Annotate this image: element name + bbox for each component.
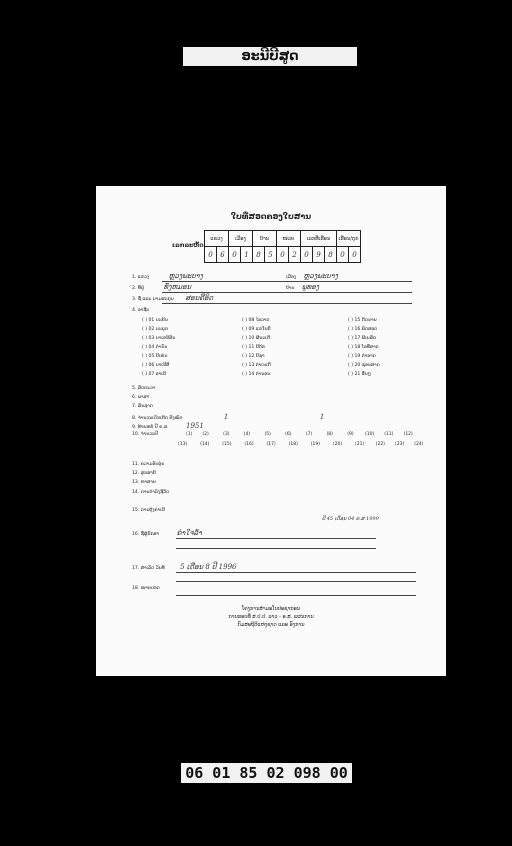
field-17: 17. ສຳເລັດ ວັນທີ 5 ເດືອນ 8 ປີ 1996 (132, 563, 237, 571)
code-header: ໜ່ວຍ (277, 231, 301, 247)
name-value: ສອນຄືອິດ (185, 294, 214, 302)
occupation-col-3: ( ) 15 ກິດນາຍ ( ) 16 ພິດສອດ ( ) 17 ພີເນສົດ ( ) 18 ໂອທີ່ສາດ ( ) 19 ຕຳອາດ ( ) 20 ຊອນສາດ ( ) 21 ອື່ນໆ (348, 318, 380, 377)
code-label: ເລກລະຫັດ (172, 242, 204, 249)
footer-line-1: ໂຄງການສຳມະໂນປະຊາກອນ (241, 606, 301, 612)
village-value: ພູທອງ (301, 283, 320, 291)
code-digit: 0 (337, 247, 349, 263)
code-grid-header (205, 231, 361, 247)
field-address: 2. ທີ່ຢູ່ ທົ່ງຫມອນ (132, 283, 192, 291)
code-digit: 0 (301, 247, 313, 263)
occupation-label: 4. ອາຊີບ (132, 308, 150, 313)
field-5: 5. ສັດຕະວາ (132, 386, 156, 391)
census-form-sheet (96, 186, 446, 676)
reel-header-label: ອະນີບີສູດ (183, 47, 357, 66)
code-header: ເມືອງ (229, 231, 253, 247)
field-district: ເມືອງ ຫຼວງພະບາງ (286, 272, 338, 280)
field-15: 15. ການຕຸ້ງຄ່າເນີ (132, 508, 165, 513)
occupation-col-2: ( ) 08 ໄອວາດ ( ) 09 ແຂໃນນີ ( ) 10 ຜີນະເດີ ( ) 11 ນີດ້ອ ( ) 12 ນີຊາ ( ) 13 ຕຳເນເດີ ( ) 14 ຕຳນອນ (242, 318, 271, 377)
code-header: ບ້ານ (253, 231, 277, 247)
numbers-row-1: (1) (2) (3) (4) (5) (6) (7) (8) (9) (10) (11) (12) (186, 432, 413, 437)
code-header: ເລກທີ່ເຮືອນ (301, 231, 337, 247)
field-7: 7. ສັນຊາດ (132, 404, 153, 409)
code-header: ແຂວງ (205, 231, 229, 247)
code-digit: 9 (313, 247, 325, 263)
code-digit: 1 (241, 247, 253, 263)
numbers-row-2: (13) (14) (15) (16) (17) (18) (19) (20) (21) (22) (23) (24) (178, 442, 424, 447)
code-digit: 2 (289, 247, 301, 263)
field-12: 12. ສຸກສານີ (132, 471, 156, 476)
form-title: ໃບທີ່ສອດຄອງໃບສານ (230, 212, 312, 221)
district-value: ຫຼວງພະບາງ (303, 272, 338, 280)
code-digit: 0 (205, 247, 217, 263)
field-11: 11. ຄວາມອົບອຸ່ນ (132, 462, 165, 467)
field-18: 18. ໝາຍເຫດ (132, 586, 160, 591)
field-8: 8. ຈຳນວນເດັກເກີດ ທັງໝົດ 1 1 (132, 413, 325, 421)
code-grid (204, 230, 361, 263)
field-village: ບ້ານ ພູທອງ (286, 283, 320, 291)
field-province: 1. ແຂວງ ຫຼວງພະບາງ (132, 272, 203, 280)
reel-footer-number: 06 01 85 02 098 00 (181, 763, 352, 783)
code-digit: 0 (349, 247, 361, 263)
code-digit: 6 (217, 247, 229, 263)
field-10: 10. ຈຳນວນປີ (132, 432, 158, 437)
code-digit: 5 (265, 247, 277, 263)
code-digit: 8 (325, 247, 337, 263)
code-digit: 0 (229, 247, 241, 263)
field-name: 3. ຊື່ ແລະ ນາມສະກຸນ ສອນຄືອິດ (132, 294, 214, 302)
code-digit: 0 (277, 247, 289, 263)
address-value: ທົ່ງຫມອນ (163, 283, 192, 291)
province-value: ຫຼວງພະບາງ (168, 272, 203, 280)
field-6: 6. ພາສາ (132, 395, 150, 400)
field-9: 9. ທ້າຍຫຍ້ ປີ ຄ.ສ. 1951 (132, 422, 204, 430)
footer-line-3: ກົມສະຖິຕິແຫ່ງຊາດ ແລະ ອົງການ (237, 622, 305, 628)
footer-line-2: ການຮອບທີ່ ສ.ປ.ປ. ລາວ - ອ.ສ. ແຜນການ (228, 614, 314, 620)
field-13: 13. ຫາສາຍ (132, 480, 156, 485)
field-16: 16. ຊື່ຜູ້ຮັກສາ ຄຳໃຈລ້ຳ (132, 529, 202, 537)
field-14: 14. ການດຳລົງຊີວິດ (132, 490, 170, 495)
code-digit: 8 (253, 247, 265, 263)
code-header: ເຮືອນ/ຕຸກ (337, 231, 361, 247)
occupation-col-1: ( ) 01 ນະຍິນ ( ) 02 ນະຍຸກ ( ) 03 ນາເອນີສົນ ( ) 04 ຕໍ່ານັນ ( ) 05 ນີເຫ່ນ ( ) 06 ນາເນີສີ ( ) 07 ອາເນີ (142, 318, 176, 377)
code-grid-digits (205, 247, 361, 263)
field-15-value: ປີ 45 ເດືອນ 04 ຄ.ສ 1999 (322, 516, 379, 522)
